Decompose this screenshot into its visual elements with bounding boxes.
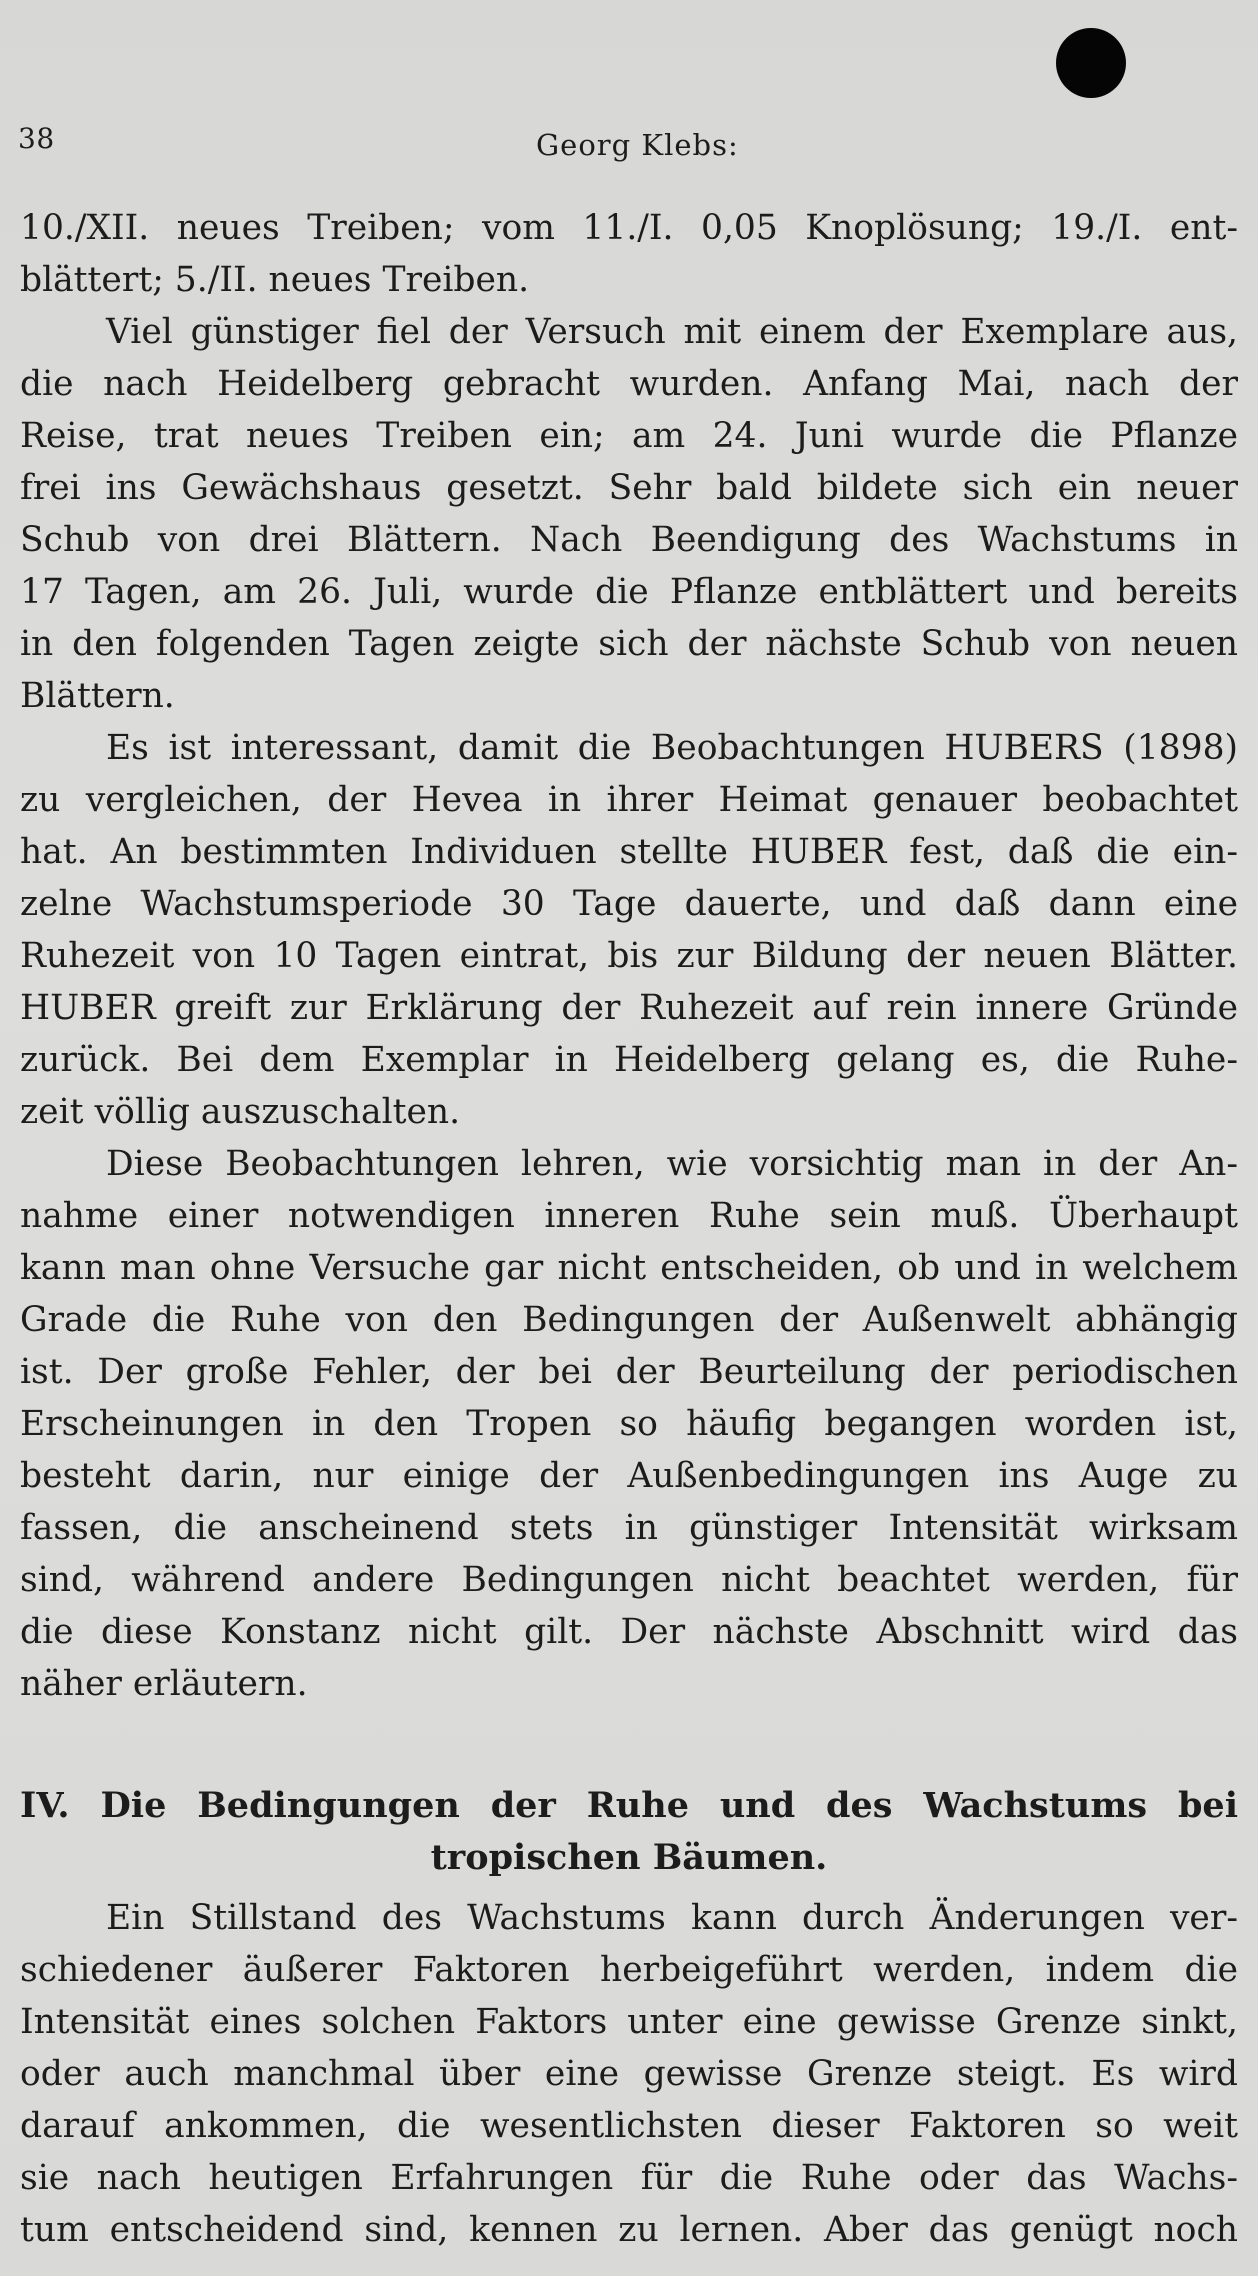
text-line: kann man ohne Versuche gar nicht entscheiden, ob und in welchem [20, 1248, 1238, 1288]
punch-hole-mark [1056, 28, 1126, 98]
page-number: 38 [18, 122, 55, 155]
text-line: Intensität eines solchen Faktors unter eine gewisse Grenze sinkt, [20, 2002, 1238, 2042]
text-line: sind, während andere Bedingungen nicht beachtet werden, für [20, 1560, 1238, 1600]
text-line: oder auch manchmal über eine gewisse Grenze steigt. Es wird [20, 2054, 1238, 2094]
text-line: nahme einer notwendigen inneren Ruhe sein muß. Überhaupt [20, 1196, 1238, 1236]
text-line: blättert; 5./II. neues Treiben. [20, 260, 530, 300]
text-line: näher erläutern. [20, 1664, 308, 1704]
section-heading-continued: tropischen Bäumen. [430, 1837, 828, 1878]
text-line: Grade die Ruhe von den Bedingungen der Außenwelt abhängig [20, 1300, 1238, 1340]
section-heading: IV. Die Bedingungen der Ruhe und des Wachstums bei [20, 1785, 1238, 1826]
text-line: 17 Tagen, am 26. Juli, wurde die Pflanze entblättert und bereits [20, 572, 1238, 612]
text-line: Viel günstiger fiel der Versuch mit einem der Exemplare aus, [106, 312, 1238, 352]
text-line: fassen, die anscheinend stets in günstiger Intensität wirksam [20, 1508, 1238, 1548]
text-line: Reise, trat neues Treiben ein; am 24. Juni wurde die Pflanze [20, 416, 1238, 456]
text-line: zurück. Bei dem Exemplar in Heidelberg gelang es, die Ruhe- [20, 1040, 1238, 1080]
text-line: sie nach heutigen Erfahrungen für die Ruhe oder das Wachs- [20, 2158, 1238, 2198]
text-line: die nach Heidelberg gebracht wurden. Anfang Mai, nach der [20, 364, 1238, 404]
text-line: tum entscheidend sind, kennen zu lernen. Aber das genügt noch [20, 2210, 1238, 2250]
running-head: Georg Klebs: [536, 128, 739, 162]
text-line: Ein Stillstand des Wachstums kann durch Änderungen ver- [106, 1898, 1238, 1938]
text-line: besteht darin, nur einige der Außenbedingungen ins Auge zu [20, 1456, 1238, 1496]
text-line: hat. An bestimmten Individuen stellte HUBER fest, daß die ein- [20, 832, 1238, 872]
text-line: Es ist interessant, damit die Beobachtungen HUBERS (1898) [106, 728, 1238, 768]
text-line: zu vergleichen, der Hevea in ihrer Heimat genauer beobachtet [20, 780, 1238, 820]
text-line: Diese Beobachtungen lehren, wie vorsichtig man in der An- [106, 1144, 1238, 1184]
heading-spacer [20, 1884, 1238, 1892]
text-line: Ruhezeit von 10 Tagen eintrat, bis zur Bildung der neuen Blätter. [20, 936, 1238, 976]
text-line: zeit völlig auszuschalten. [20, 1092, 461, 1132]
text-line: HUBER greift zur Erklärung der Ruhezeit auf rein innere Gründe [20, 988, 1238, 1028]
body-text [20, 202, 1238, 2256]
text-line: darauf ankommen, die wesentlichsten dieser Faktoren so weit [20, 2106, 1238, 2146]
text-line: 10./XII. neues Treiben; vom 11./I. 0,05 Knoplösung; 19./I. ent- [20, 208, 1238, 248]
text-line: die diese Konstanz nicht gilt. Der nächste Abschnitt wird das [20, 1612, 1238, 1652]
text-line: Erscheinungen in den Tropen so häufig begangen worden ist, [20, 1404, 1238, 1444]
text-line: Schub von drei Blättern. Nach Beendigung des Wachstums in [20, 520, 1238, 560]
section-spacer [20, 1710, 1238, 1780]
text-line: schiedener äußerer Faktoren herbeigeführt werden, indem die [20, 1950, 1238, 1990]
text-line: in den folgenden Tagen zeigte sich der nächste Schub von neuen [20, 624, 1238, 664]
text-line: zelne Wachstumsperiode 30 Tage dauerte, und daß dann eine [20, 884, 1238, 924]
text-line: frei ins Gewächshaus gesetzt. Sehr bald bildete sich ein neuer [20, 468, 1238, 508]
text-line: Blättern. [20, 676, 175, 716]
text-line: ist. Der große Fehler, der bei der Beurteilung der periodischen [20, 1352, 1238, 1392]
